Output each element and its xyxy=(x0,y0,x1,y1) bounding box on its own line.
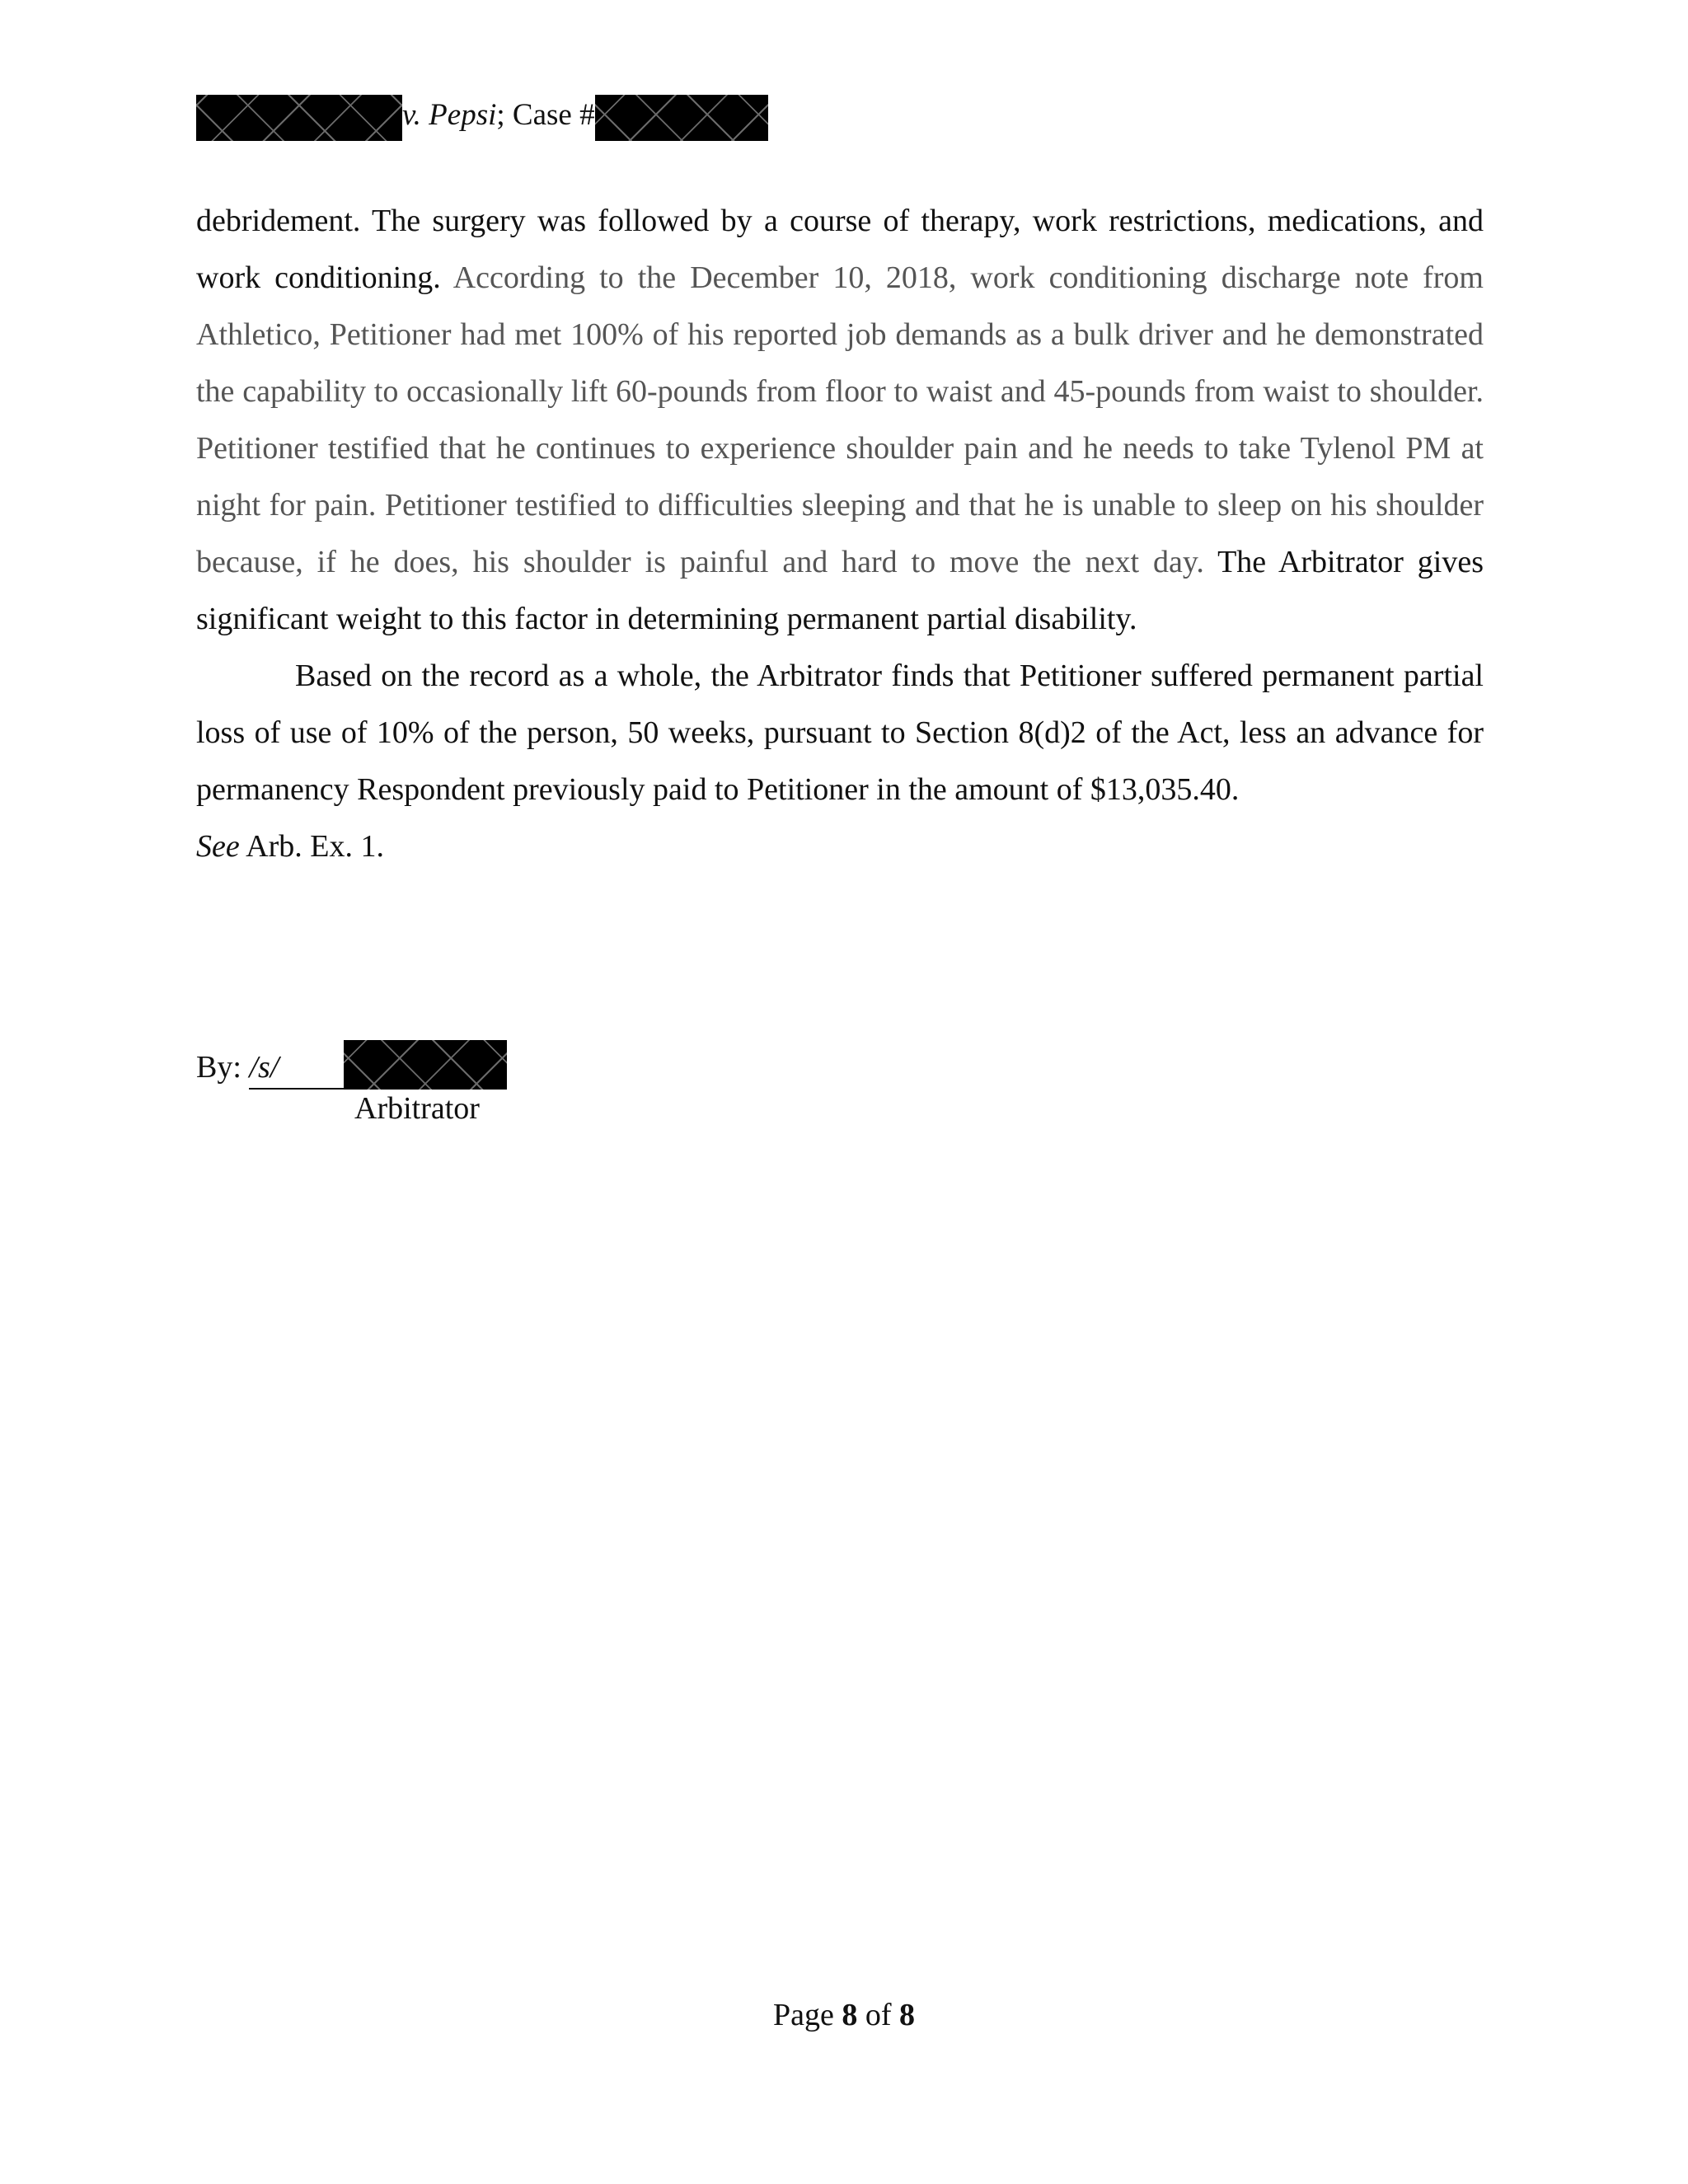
signature-block xyxy=(196,1040,507,1090)
page-footer xyxy=(0,1994,1688,2036)
case-caption: v. Pepsi xyxy=(402,98,497,132)
page-word: Page xyxy=(772,1998,842,2032)
document-body xyxy=(196,193,1484,875)
paragraph-text-black-end: The Arbitrator gives significant weight to this factor in determining permanent partial disability. xyxy=(196,545,1484,636)
case-label: ; Case # xyxy=(496,98,595,132)
page-number: 8 xyxy=(842,1998,858,2032)
redacted-case-number xyxy=(595,95,768,141)
paragraph-findings xyxy=(196,193,1484,648)
redacted-party-name xyxy=(196,95,402,141)
of-word: of xyxy=(857,1998,900,2032)
paragraph-text-black: debridement. The surgery was followed by a course of therapy, work restrictions, medications, and work conditioning. xyxy=(196,204,1484,295)
by-label: By: xyxy=(196,1050,250,1085)
paragraph-text-gray: According to the December 10, 2018, work conditioning discharge note from Athletico, Petitioner had met 100% of his reported job demands as a bulk driver and he demonstrated the capability to occasionally lift 60-pounds from floor to waist and 45-pounds from waist to shoulder. Petitioner testified that he continues to experience shoulder pain and he needs to take Tylenol PM at night for pain. Petitioner testified to difficulties sleeping and that he is unable to sleep on his shoulder because, if he does, his shoulder is painful and hard to move the next day. xyxy=(196,260,1484,579)
paragraph-conclusion xyxy=(196,648,1484,875)
signature-line: /s/ xyxy=(249,1047,344,1090)
arbitrator-title: Arbitrator xyxy=(354,1091,480,1126)
case-caption-header xyxy=(196,92,768,138)
citation-see: See xyxy=(196,829,240,864)
conclusion-text: Based on the record as a whole, the Arbitrator finds that Petitioner suffered permanent partial loss of use of 10% of the person, 50 weeks, pursuant to Section 8(d)2 of the Act, less an advance for permanency Respondent previously paid to Petitioner in the amount of $13,035.40. xyxy=(196,658,1484,807)
citation-exhibit: Arb. Ex. 1. xyxy=(239,829,384,864)
redacted-arbitrator-name xyxy=(344,1040,507,1090)
page-total: 8 xyxy=(899,1998,916,2032)
